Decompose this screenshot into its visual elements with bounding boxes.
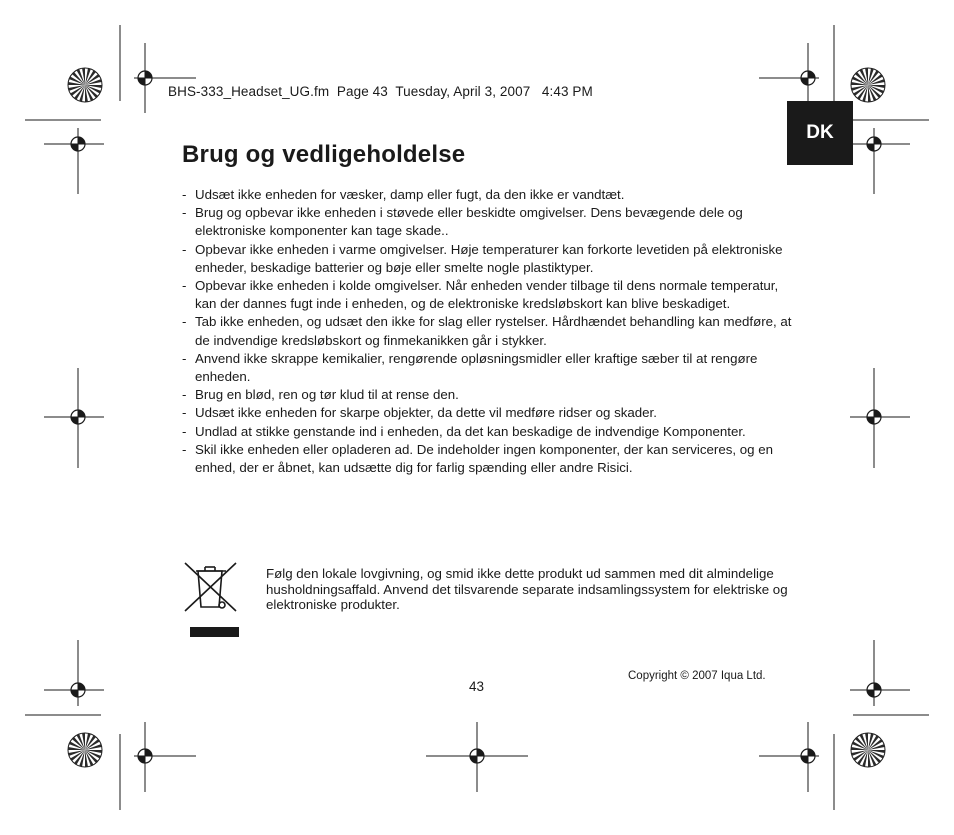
list-item-text: Opbevar ikke enheden i kolde omgivelser. Når enheden vender tilbage til dens normale temperatur, kan der dannes fugt inde i enheden, og de elektroniske kredsløbskort kan blive beskadiget. [195, 278, 779, 312]
star-target [851, 68, 885, 102]
disposal-notice: Følg den lokale lovgivning, og smid ikke dette produkt ud sammen med dit almindelige husholdningsaffald. Anvend det tilsvarende separate indsamlingssystem for elektriske og elektroniske produkter. [266, 566, 788, 612]
list-bullet: - [182, 350, 187, 366]
list-item [182, 186, 792, 204]
list-item-text: Undlad at stikke genstande ind i enheden, da det kan beskadige de indvendige Komponenter. [195, 423, 746, 439]
language-tab: DK [787, 101, 853, 165]
list-item-text: Brug og opbevar ikke enheden i støvede eller beskidte omgivelser. Dens bevægende dele og elektroniske komponenter kan tage skade.. [195, 205, 743, 239]
list-item [182, 204, 792, 240]
list-item [182, 350, 792, 386]
list-item-text: Udsæt ikke enheden for skarpe objekter, da dette vil medføre ridser og skader. [195, 405, 657, 421]
list-bullet: - [182, 205, 187, 221]
star-target [68, 68, 102, 102]
list-item [182, 441, 792, 477]
page-number: 43 [469, 679, 485, 694]
list-bullet: - [182, 387, 187, 403]
list-item-text: Skil ikke enheden eller opladeren ad. De indeholder ingen komponenter, der kan serviceres, og en enhed, der er åbnet, kan udsætte dig for farlig spænding eller andre Risici. [195, 441, 774, 476]
list-item [182, 277, 792, 313]
star-target [851, 733, 885, 767]
list-item-text: Opbevar ikke enheden i varme omgivelser. Høje temperaturer kan forkorte levetiden på elektroniske enheder, beskadige batterier og bøje eller smelte nogle plastiktyper. [195, 241, 783, 275]
list-item-text: Udsæt ikke enheden for væsker, damp eller fugt, da den ikke er vandtæt. [195, 187, 625, 202]
list-item [182, 404, 792, 422]
list-bullet: - [182, 441, 187, 457]
crossed-out-wheelie-bin-icon [182, 561, 242, 641]
list-bullet: - [182, 187, 187, 202]
list-bullet: - [182, 405, 187, 421]
section-title: Brug og vedligeholdelse [182, 141, 466, 168]
list-bullet: - [182, 314, 187, 330]
list-item-text: Brug en blød, ren og tør klud til at rense den. [195, 387, 459, 403]
list-item-text: Anvend ikke skrappe kemikalier, rengørende opløsningsmidler eller kraftige sæber til at rengøre enheden. [195, 350, 758, 385]
star-target [68, 733, 102, 767]
list-bullet: - [182, 241, 187, 257]
care-instructions-list [182, 186, 792, 477]
list-bullet: - [182, 423, 187, 439]
list-item-text: Tab ikke enheden, og udsæt den ikke for slag eller rystelser. Hårdhændet behandling kan medføre, at de indvendige kredsløbskort og finmekanikken går i stykker. [195, 314, 792, 348]
list-item [182, 423, 792, 441]
list-item [182, 313, 792, 349]
page-header-line: BHS-333_Headset_UG.fm Page 43 Tuesday, April 3, 2007 4:43 PM [168, 84, 593, 99]
list-bullet: - [182, 278, 187, 294]
list-item [182, 241, 792, 277]
list-item [182, 386, 792, 404]
copyright-notice: Copyright © 2007 Iqua Ltd. [628, 670, 766, 682]
